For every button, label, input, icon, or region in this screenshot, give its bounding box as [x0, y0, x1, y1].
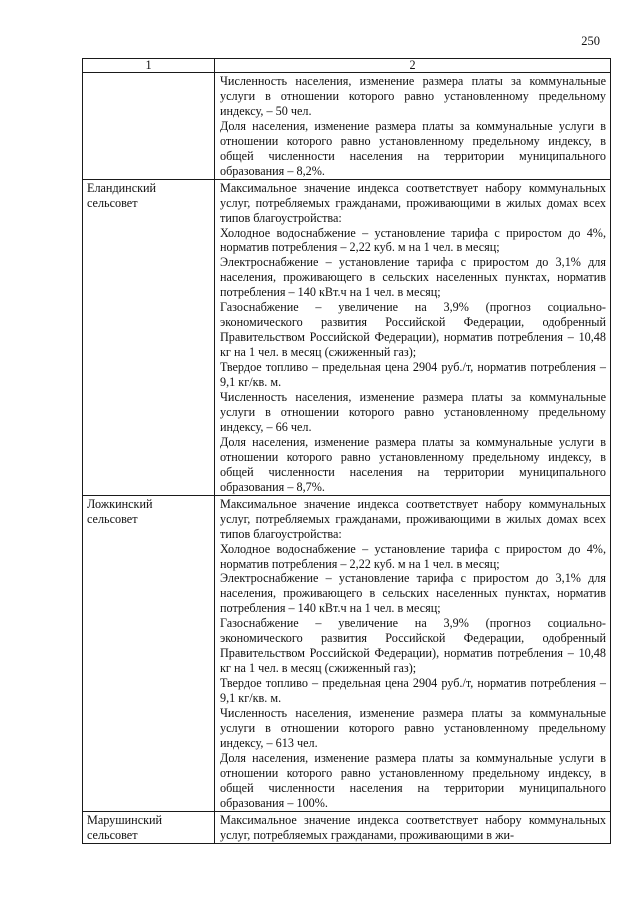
page-number: 250 — [581, 34, 600, 48]
table-row — [83, 495, 611, 811]
column-header-2: 2 — [215, 59, 611, 73]
municipality-name-line: сельсовет — [87, 195, 138, 210]
description-paragraph: Электроснабжение – установление тарифа с приростом до 3,1% для населения, проживающего в сельских населенных пунктах, норматив потребления – 140 кВт.ч на 1 чел. в месяц; — [220, 255, 606, 300]
description-paragraph: Газоснабжение – увеличение на 3,9% (прогноз социально-экономического развития Российской Федерации, одобренный Правительством Российской Федерации), норматив потребления – 10,48 кг на 1 чел. в месяц (сжиженный газ); — [220, 616, 606, 676]
table-row — [83, 811, 611, 843]
municipality-name-line: Ложкинский — [87, 496, 153, 511]
municipality-name-line: Марушинский — [87, 812, 163, 827]
description-paragraph: Доля населения, изменение размера платы за коммунальные услуги в отношении которого равно установленному предельному индексу, в общей численности населения на территории муниципального образования – 8,7%. — [220, 434, 606, 494]
description-paragraph: Численность населения, изменение размера платы за коммунальные услуги в отношении которого равно установленному предельному индексу, – 50 чел. — [220, 74, 606, 118]
description-paragraph: Твердое топливо – предельная цена 2904 руб./т, норматив потребления – 9,1 кг/кв. м. — [220, 676, 606, 706]
index-table — [82, 58, 611, 844]
description-paragraph: Холодное водоснабжение – установление тарифа с приростом до 4%, норматив потребления – 2,22 куб. м на 1 чел. в месяц; — [220, 541, 606, 571]
description-paragraph: Численность населения, изменение размера платы за коммунальные услуги в отношении которого равно установленному предельному индексу, – 66 чел. — [220, 390, 606, 434]
description-paragraph: Газоснабжение – увеличение на 3,9% (прогноз социально-экономического развития Российской Федерации, одобренный Правительством Российской Федерации), норматив потребления – 10,48 кг на 1 чел. в месяц (сжиженный газ); — [220, 300, 606, 360]
table-row — [83, 179, 611, 495]
index-description-cell — [215, 495, 611, 811]
description-paragraph: Численность населения, изменение размера платы за коммунальные услуги в отношении которого равно установленному предельному индексу, – 613 чел. — [220, 706, 606, 750]
index-description-cell — [215, 179, 611, 495]
description-paragraph: Максимальное значение индекса соответствует набору коммунальных услуг, потребляемых гражданами, проживающими в жилых домах всех типов благоустройства: — [220, 180, 606, 225]
description-paragraph: Максимальное значение индекса соответствует набору коммунальных услуг, потребляемых гражданами, проживающими в жи- — [220, 812, 606, 842]
municipality-name-cell — [83, 495, 215, 811]
index-description-cell — [215, 73, 611, 180]
column-header-1: 1 — [83, 59, 215, 73]
table-header-row — [83, 59, 611, 73]
municipality-name-cell — [83, 73, 215, 180]
description-paragraph: Электроснабжение – установление тарифа с приростом до 3,1% для населения, проживающего в сельских населенных пунктах, норматив потребления – 140 кВт.ч на 1 чел. в месяц; — [220, 571, 606, 616]
description-paragraph: Доля населения, изменение размера платы за коммунальные услуги в отношении которого равно установленному предельному индексу, в общей численности населения на территории муниципального образования – 100%. — [220, 750, 606, 810]
table-row — [83, 73, 611, 180]
description-paragraph: Твердое топливо – предельная цена 2904 руб./т, норматив потребления – 9,1 кг/кв. м. — [220, 360, 606, 390]
table-body — [83, 73, 611, 844]
description-paragraph: Доля населения, изменение размера платы за коммунальные услуги в отношении которого равно установленному предельному индексу, в общей численности населения на территории муниципального образования – 8,2%. — [220, 118, 606, 178]
municipality-name-line: Еландинский — [87, 180, 157, 195]
municipality-name-cell — [83, 811, 215, 843]
municipality-name-cell — [83, 179, 215, 495]
index-description-cell — [215, 811, 611, 843]
description-paragraph: Максимальное значение индекса соответствует набору коммунальных услуг, потребляемых гражданами, проживающими в жилых домах всех типов благоустройства: — [220, 496, 606, 541]
description-paragraph: Холодное водоснабжение – установление тарифа с приростом до 4%, норматив потребления – 2,22 куб. м на 1 чел. в месяц; — [220, 225, 606, 255]
municipality-name-line: сельсовет — [87, 511, 138, 526]
municipality-name-line: сельсовет — [87, 827, 138, 842]
